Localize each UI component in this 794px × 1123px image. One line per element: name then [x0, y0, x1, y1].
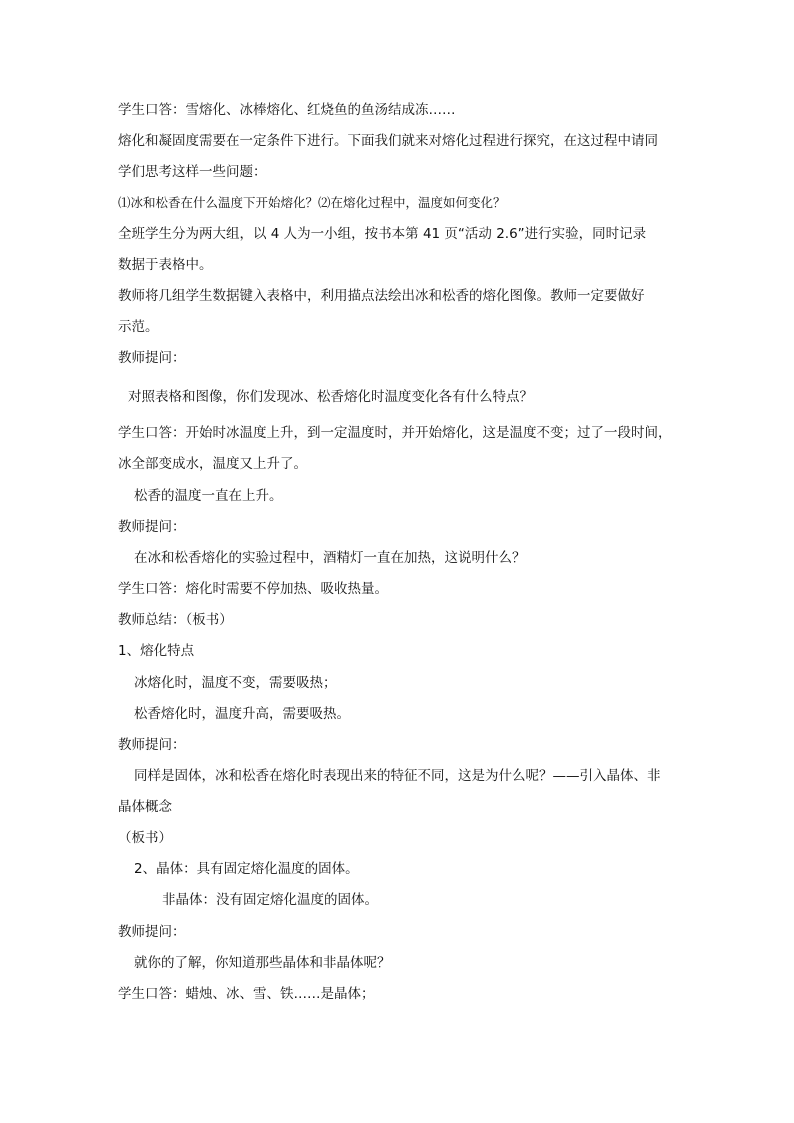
- text-line: 全班学生分为两大组，以 4 人为一小组，按书本第 41 页“活动 2.6”进行实验，同时记录: [118, 226, 647, 242]
- text-line: 冰全部变成水，温度又上升了。: [118, 456, 307, 472]
- text-line: 学生口答：开始时冰温度上升，到一定温度时，并开始熔化，这是温度不变；过了一段时间，: [118, 425, 672, 441]
- text-line: 学生口答：雪熔化、冰棒熔化、红烧鱼的鱼汤结成冻……: [118, 102, 456, 118]
- text-line: 学们思考这样一些问题：: [118, 164, 267, 180]
- text-line: 教师提问：: [118, 350, 186, 366]
- text-line: 数据于表格中。: [118, 257, 213, 273]
- text-line: 学生口答：熔化时需要不停加热、吸收热量。: [118, 581, 388, 597]
- text-line: 教师提问：: [118, 519, 186, 535]
- text-line: 同样是固体，冰和松香在熔化时表现出来的特征不同，这是为什么呢？——引入晶体、非: [134, 768, 661, 784]
- text-line: 示范。: [118, 319, 159, 335]
- text-line: 在冰和松香熔化的实验过程中，酒精灯一直在加热，这说明什么？: [134, 550, 526, 566]
- text-line: 松香熔化时，温度升高，需要吸热。: [134, 706, 350, 722]
- text-line: ⑴冰和松香在什么温度下开始熔化？⑵在熔化过程中，温度如何变化？: [118, 195, 506, 210]
- text-line: 松香的温度一直在上升。: [134, 488, 283, 504]
- text-line: 对照表格和图像，你们发现冰、松香熔化时温度变化各有什么特点？: [128, 389, 533, 405]
- text-line: 非晶体：没有固定熔化温度的固体。: [162, 892, 378, 908]
- text-line: 晶体概念: [118, 799, 172, 815]
- text-line: 学生口答：蜡烛、冰、雪、铁……是晶体；: [118, 986, 375, 1002]
- text-line: 1、熔化特点: [118, 643, 195, 659]
- text-line: 就你的了解，你知道那些晶体和非晶体呢？: [134, 955, 391, 971]
- text-line: 熔化和凝固度需要在一定条件下进行。下面我们就来对熔化过程进行探究，在这过程中请同: [118, 133, 658, 149]
- text-line: 冰熔化时，温度不变，需要吸热；: [134, 675, 337, 691]
- text-line: 教师总结：（板书）: [118, 612, 233, 628]
- text-line: 2、晶体：具有固定熔化温度的固体。: [134, 861, 359, 877]
- text-line: （板书）: [118, 830, 172, 846]
- text-line: 教师提问：: [118, 737, 186, 753]
- text-line: 教师提问：: [118, 924, 186, 940]
- text-line: 教师将几组学生数据键入表格中，利用描点法绘出冰和松香的熔化图像。教师一定要做好: [118, 288, 645, 304]
